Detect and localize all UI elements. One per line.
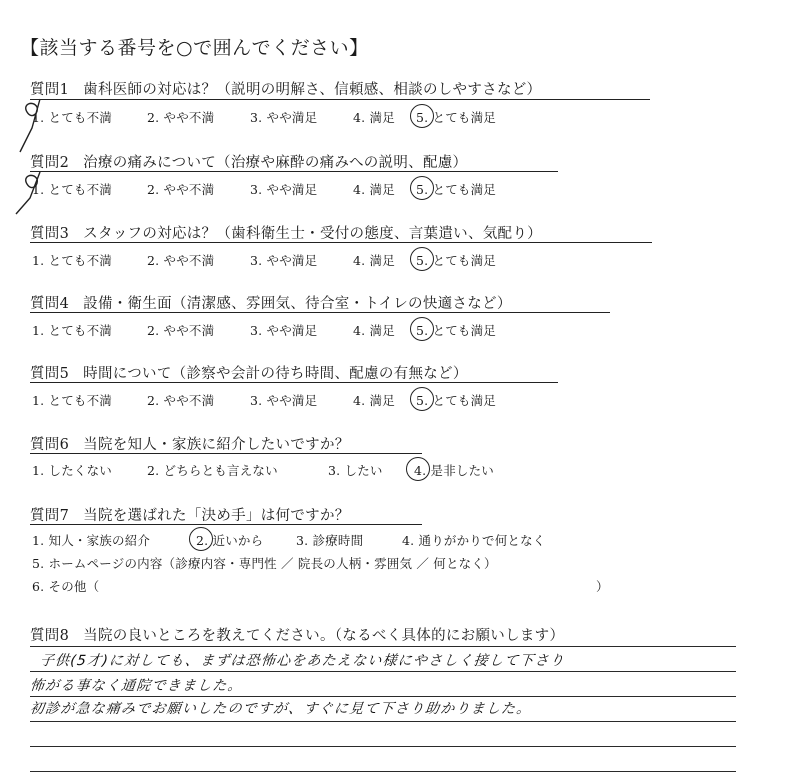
question-2-label: 質問2 [30,155,70,171]
question-4-text: 設備・衛生面（清潔感、雰囲気、待合室・トイレの快適さなど） [83,296,512,312]
option-5-homepage[interactable]: 5. ホームページの内容（診療内容・専門性 ／ 院長の人柄・雰囲気 ／ 何となく） [32,556,497,571]
question-8-label: 質問8 [30,628,70,644]
option-1[interactable]: 1. とても不満 [32,393,112,408]
option-5[interactable]: 5. とても満足 [416,323,496,338]
question-6-text: 当院を知人・家族に紹介したいですか？ [83,437,350,453]
option-5[interactable]: 5. とても満足 [416,393,496,408]
option-4[interactable]: 4. 通りがかりで何となく [402,533,546,548]
option-1[interactable]: 1. とても不満 [32,323,112,338]
option-3[interactable]: 3. やや満足 [250,110,318,125]
question-8-text: 当院の良いところを教えてください。（なるべく具体的にお願いします） [83,628,565,644]
question-3-label: 質問3 [30,226,70,242]
question-2-text: 治療の痛みについて（治療や麻酔の痛みへの説明、配慮） [83,155,468,171]
option-2[interactable]: 2. どちらとも言えない [147,463,278,478]
question-1-text: 歯科医師の対応は？（説明の明解さ、信頼感、相談のしやすさなど） [83,82,542,98]
option-3[interactable]: 3. やや満足 [250,253,318,268]
option-2[interactable]: 2. やや不満 [147,323,215,338]
option-3[interactable]: 3. やや満足 [250,323,318,338]
question-1-label: 質問1 [30,82,70,98]
option-3[interactable]: 3. やや満足 [250,393,318,408]
question-7-text: 当院を選ばれた「決め手」は何ですか？ [83,508,350,524]
option-1[interactable]: 1. とても不満 [32,253,112,268]
handwritten-answer-line-2: 怖がる事なく通院できました。 [29,678,244,694]
option-4[interactable]: 4. 満足 [353,182,395,197]
option-4[interactable]: 4. 満足 [353,393,395,408]
question-7-label: 質問7 [30,508,70,524]
option-1[interactable]: 1. したくない [32,463,112,478]
question-5-text: 時間について（診察や会計の待ち時間、配慮の有無など） [83,366,468,382]
question-6-label: 質問6 [30,437,70,453]
option-2[interactable]: 2. 近いから [196,533,264,548]
handwritten-answer-line-3: 初診が急な痛みでお願いしたのですが、すぐに見て下さり助かりました。 [29,701,533,717]
option-6-other[interactable]: 6. その他（ [32,579,100,594]
option-4[interactable]: 4. 満足 [353,110,395,125]
option-1[interactable]: 1. とても不満 [32,110,112,125]
question-5-label: 質問5 [30,366,70,382]
question-3-text: スタッフの対応は？（歯科衛生士・受付の態度、言葉遣い、気配り） [83,226,542,242]
option-6-close-paren: ） [596,579,609,594]
option-2[interactable]: 2. やや不満 [147,110,215,125]
option-3[interactable]: 3. 診療時間 [296,533,364,548]
option-1[interactable]: 1. 知人・家族の紹介 [32,533,151,548]
option-2[interactable]: 2. やや不満 [147,253,215,268]
option-4[interactable]: 4. 是非したい [414,463,494,478]
question-4-label: 質問4 [30,296,70,312]
option-5[interactable]: 5. とても満足 [416,182,496,197]
option-1[interactable]: 1. とても不満 [32,182,112,197]
option-3[interactable]: 3. したい [328,463,383,478]
option-4[interactable]: 4. 満足 [353,323,395,338]
option-2[interactable]: 2. やや不満 [147,182,215,197]
handwritten-answer-line-1: 子供(5才)に対しても、まずは恐怖心をあたえない様にやさしく接して下さり [39,653,566,669]
page-heading: 【該当する番号を○で囲んでください】 [20,37,369,59]
option-5[interactable]: 5. とても満足 [416,110,496,125]
option-2[interactable]: 2. やや不満 [147,393,215,408]
option-4[interactable]: 4. 満足 [353,253,395,268]
option-5[interactable]: 5. とても満足 [416,253,496,268]
option-3[interactable]: 3. やや満足 [250,182,318,197]
